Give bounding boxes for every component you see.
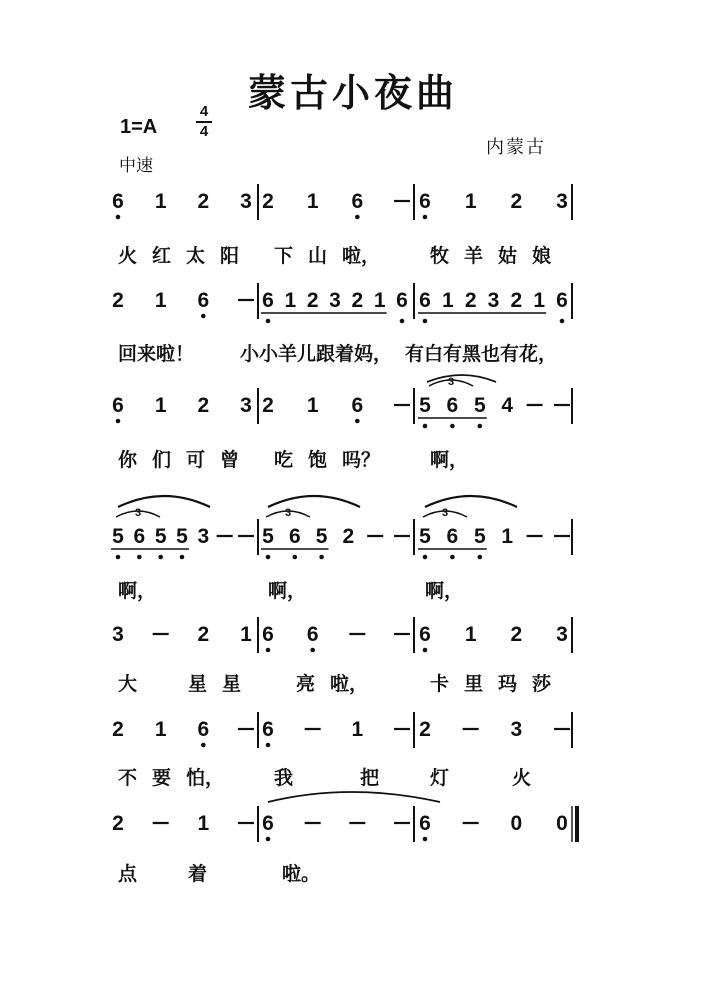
note-1: 1	[373, 289, 386, 312]
note-5: 5	[419, 394, 431, 417]
note-6: 6	[262, 289, 274, 312]
lyric: 曾	[220, 449, 240, 471]
note-1: 1	[533, 289, 546, 312]
low-octave-dot	[355, 419, 360, 424]
low-octave-dot	[478, 555, 483, 560]
lyric: 们	[152, 449, 172, 471]
lyric: 大	[118, 673, 138, 695]
lyric: 灯	[430, 767, 450, 789]
note-2: 2	[464, 289, 477, 312]
low-octave-dot	[116, 419, 121, 424]
note-3: 3	[510, 718, 523, 741]
note-3: 3	[329, 289, 341, 312]
low-octave-dot	[266, 648, 271, 653]
low-octave-dot	[158, 555, 163, 560]
note-1: 1	[464, 190, 477, 213]
note-1: 1	[240, 623, 252, 646]
lyric: 回来啦！	[118, 343, 195, 365]
lyric: 卡	[430, 673, 450, 695]
note-6: 6	[419, 289, 431, 312]
note-6: 6	[262, 623, 274, 646]
lyric: 饱	[308, 449, 328, 471]
low-octave-dot	[423, 648, 428, 653]
low-octave-dot	[266, 319, 271, 324]
note-1: 1	[351, 718, 364, 741]
note-6: 6	[306, 623, 319, 646]
note-2: 2	[306, 289, 319, 312]
low-octave-dot	[266, 743, 271, 748]
lyric: 啊，	[425, 580, 464, 602]
lyric: 火	[512, 767, 532, 789]
note-2: 2	[197, 394, 210, 417]
lyric: 可	[186, 449, 206, 471]
note-6: 6	[262, 812, 274, 835]
lyric: 山	[308, 245, 328, 267]
note-5: 5	[112, 525, 124, 548]
phrase-slur	[118, 496, 210, 507]
low-octave-dot	[560, 319, 565, 324]
lyric: 红	[152, 245, 172, 267]
lyric: 娘	[532, 245, 552, 267]
lyric: 小小羊儿跟着妈，	[240, 343, 393, 365]
note-3: 3	[487, 289, 500, 312]
note-2: 2	[262, 394, 274, 417]
lyric: 我	[274, 767, 294, 789]
lyric: 啊，	[430, 449, 469, 471]
lyric: 太	[186, 245, 206, 267]
low-octave-dot	[423, 555, 428, 560]
key-signature: 1=A	[120, 116, 158, 138]
lyric: 你	[118, 449, 138, 471]
note-2: 2	[419, 718, 431, 741]
note-6: 6	[419, 190, 431, 213]
note-1: 1	[197, 812, 210, 835]
note-2: 2	[112, 812, 124, 835]
note-1: 1	[154, 289, 167, 312]
lyric: 啦。	[282, 863, 321, 885]
lyric: 啦，	[330, 673, 369, 695]
note-5: 5	[262, 525, 274, 548]
lyric: 不	[118, 767, 138, 789]
triplet-number: 3	[134, 507, 142, 519]
note-1: 1	[501, 525, 514, 548]
low-octave-dot	[450, 555, 455, 560]
note-6: 6	[288, 525, 301, 548]
note-1: 1	[284, 289, 297, 312]
note-4: 4	[501, 394, 514, 417]
low-octave-dot	[400, 319, 405, 324]
low-octave-dot	[180, 555, 185, 560]
triplet-number: 3	[441, 507, 449, 519]
note-2: 2	[342, 525, 355, 548]
lyric: 里	[464, 673, 484, 695]
lyric: 牧	[430, 245, 450, 267]
low-octave-dot	[450, 424, 455, 429]
note-2: 2	[510, 623, 523, 646]
note-0: 0	[510, 812, 523, 835]
note-3: 3	[240, 190, 252, 213]
note-1: 1	[441, 289, 454, 312]
note-5: 5	[176, 525, 188, 548]
note-3: 3	[112, 623, 124, 646]
note-6: 6	[419, 623, 431, 646]
note-5: 5	[473, 394, 486, 417]
note-1: 1	[464, 623, 477, 646]
note-5: 5	[473, 525, 486, 548]
lyric: 羊	[464, 245, 484, 267]
lyric: 莎	[532, 673, 552, 695]
tempo-marking: 中速	[119, 156, 153, 176]
note-2: 2	[262, 190, 274, 213]
note-5: 5	[154, 525, 167, 548]
note-6: 6	[197, 718, 210, 741]
phrase-slur	[425, 496, 517, 507]
song-origin: 内蒙古	[486, 137, 546, 158]
note-1: 1	[154, 394, 167, 417]
lyric: 玛	[498, 673, 518, 695]
lyric: 把	[360, 767, 380, 789]
lyric: 啊，	[268, 580, 307, 602]
note-3: 3	[556, 623, 568, 646]
low-octave-dot	[319, 555, 324, 560]
note-6: 6	[446, 394, 459, 417]
lyric: 点	[118, 863, 138, 885]
low-octave-dot	[423, 424, 428, 429]
low-octave-dot	[293, 555, 298, 560]
low-octave-dot	[116, 555, 121, 560]
tie-arc	[268, 792, 440, 802]
lyric: 下	[274, 245, 294, 267]
low-octave-dot	[310, 648, 315, 653]
lyric: 啦，	[342, 245, 381, 267]
phrase-slur	[268, 496, 360, 507]
note-6: 6	[556, 289, 568, 312]
note-2: 2	[510, 190, 523, 213]
note-1: 1	[306, 190, 319, 213]
note-6: 6	[351, 190, 364, 213]
low-octave-dot	[423, 215, 428, 220]
low-octave-dot	[201, 743, 206, 748]
low-octave-dot	[137, 555, 142, 560]
note-6: 6	[112, 190, 124, 213]
low-octave-dot	[478, 424, 483, 429]
note-5: 5	[315, 525, 328, 548]
lyric: 吃	[274, 449, 294, 471]
low-octave-dot	[423, 319, 428, 324]
low-octave-dot	[266, 837, 271, 842]
note-6: 6	[112, 394, 124, 417]
lyric: 姑	[498, 245, 518, 267]
lyric: 吗？	[342, 449, 381, 471]
note-3: 3	[240, 394, 252, 417]
lyric: 火	[118, 245, 138, 267]
triplet-number: 3	[284, 507, 292, 519]
lyric: 着	[188, 863, 208, 885]
note-2: 2	[510, 289, 523, 312]
low-octave-dot	[266, 555, 271, 560]
lyric: 星	[222, 673, 242, 695]
note-6: 6	[446, 525, 459, 548]
note-6: 6	[262, 718, 274, 741]
lyric: 啊，	[118, 580, 157, 602]
note-3: 3	[556, 190, 568, 213]
note-1: 1	[154, 190, 167, 213]
note-2: 2	[112, 289, 124, 312]
lyric: 有白有黑也有花，	[405, 343, 558, 365]
triplet-number: 3	[447, 376, 455, 388]
note-1: 1	[154, 718, 167, 741]
low-octave-dot	[116, 215, 121, 220]
note-6: 6	[396, 289, 408, 312]
note-2: 2	[197, 623, 210, 646]
low-octave-dot	[423, 837, 428, 842]
low-octave-dot	[201, 314, 206, 319]
time-signature-bottom: 4	[199, 123, 209, 140]
low-octave-dot	[355, 215, 360, 220]
lyric: 亮	[296, 673, 316, 695]
song-title: 蒙古小夜曲	[247, 71, 458, 115]
time-signature-top: 4	[199, 103, 209, 120]
note-3: 3	[197, 525, 210, 548]
lyric: 阳	[220, 245, 240, 267]
note-2: 2	[112, 718, 124, 741]
note-0: 0	[556, 812, 568, 835]
lyric: 怕，	[186, 767, 225, 789]
note-2: 2	[197, 190, 210, 213]
note-1: 1	[306, 394, 319, 417]
note-6: 6	[133, 525, 146, 548]
note-6: 6	[197, 289, 210, 312]
note-6: 6	[351, 394, 364, 417]
lyric: 要	[152, 767, 172, 789]
lyric: 星	[188, 673, 208, 695]
note-5: 5	[419, 525, 431, 548]
note-6: 6	[419, 812, 431, 835]
note-2: 2	[351, 289, 364, 312]
